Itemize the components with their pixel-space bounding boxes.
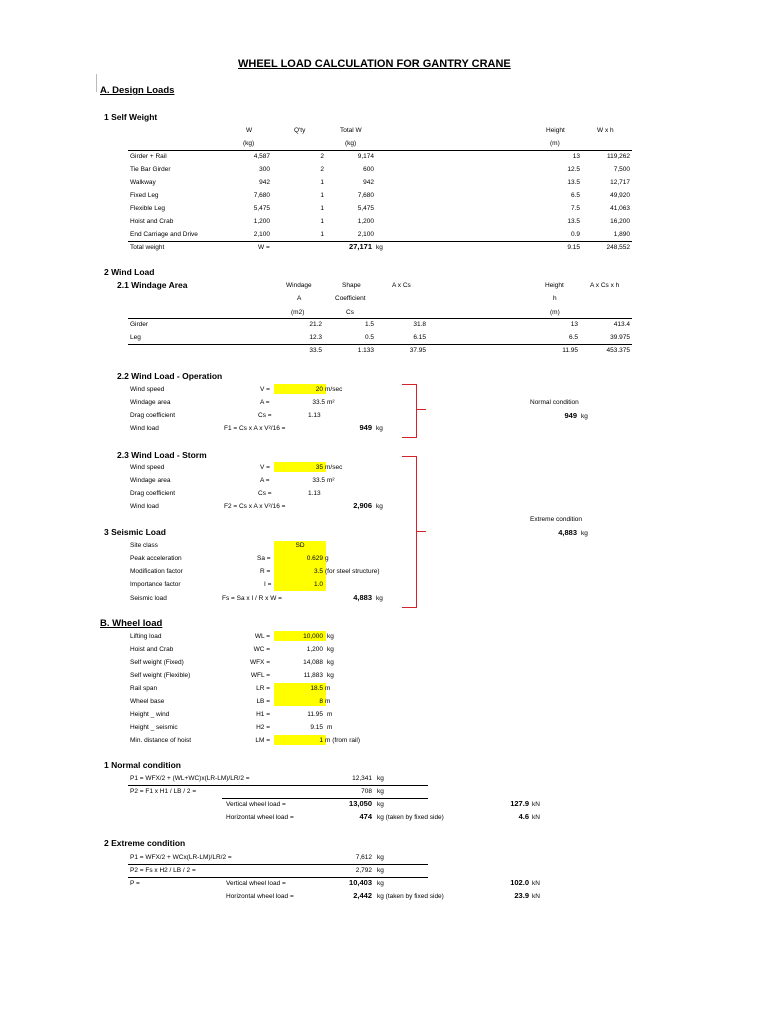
row-rule [128,877,428,878]
col-windage: Windage [286,282,312,289]
row-rule [128,785,428,786]
wind-load-heading: 2 Wind Load [104,267,155,277]
normal-condition-heading: 1 Normal condition [104,760,181,770]
page-title: WHEEL LOAD CALCULATION FOR GANTRY CRANE [238,58,511,70]
windage-area-heading: 2.1 Windage Area [117,280,188,290]
unit-cs: Cs [346,309,354,316]
extreme-condition-label: Extreme condition [530,516,583,523]
bracket-normal [402,384,417,438]
col-qty: Q'ty [294,127,306,134]
bracket-extreme [402,456,417,608]
row-rule [128,864,428,865]
bracket-normal-tick [416,409,426,410]
col-coefficient: Coefficient [335,295,366,302]
col-wxh: W x h [597,127,614,134]
col-height: Height [545,282,564,289]
col-axcs: A x Cs [392,282,411,289]
unit-height: (m) [550,140,560,147]
unit-total: (kg) [345,140,357,147]
table-rule [128,150,632,151]
col-height: Height [546,127,565,134]
extreme-condition-unit: kg [581,530,588,537]
col-w: W [246,127,253,134]
table-rule [128,241,632,242]
col-axcsxh: A x Cs x h [590,282,620,289]
row-rule [222,798,428,799]
extreme-condition-value: 4,883 [558,528,577,537]
unit-m2: (m2) [291,309,305,316]
unit-m: (m) [550,309,560,316]
normal-condition-unit: kg [581,413,588,420]
margin-mark [96,74,97,92]
section-b-heading: B. Wheel load [100,618,163,629]
col-shape: Shape [342,282,361,289]
normal-condition-label: Normal condition [530,399,579,406]
col-h: h [553,295,557,302]
self-weight-heading: 1 Self Weight [104,112,158,122]
section-a-heading: A. Design Loads [100,85,175,96]
unit-w: (kg) [243,140,255,147]
normal-condition-value: 949 [564,411,577,420]
bracket-extreme-tick [416,531,426,532]
extreme-condition-heading: 2 Extreme condition [104,838,186,848]
col-total: Total W [340,127,362,134]
col-a: A [297,295,302,302]
wind-operation-heading: 2.2 Wind Load - Operation [117,371,223,381]
table-rule [128,318,632,319]
table-rule [128,344,632,345]
seismic-load-heading: 3 Seismic Load [104,527,166,537]
wind-storm-heading: 2.3 Wind Load - Storm [117,450,207,460]
